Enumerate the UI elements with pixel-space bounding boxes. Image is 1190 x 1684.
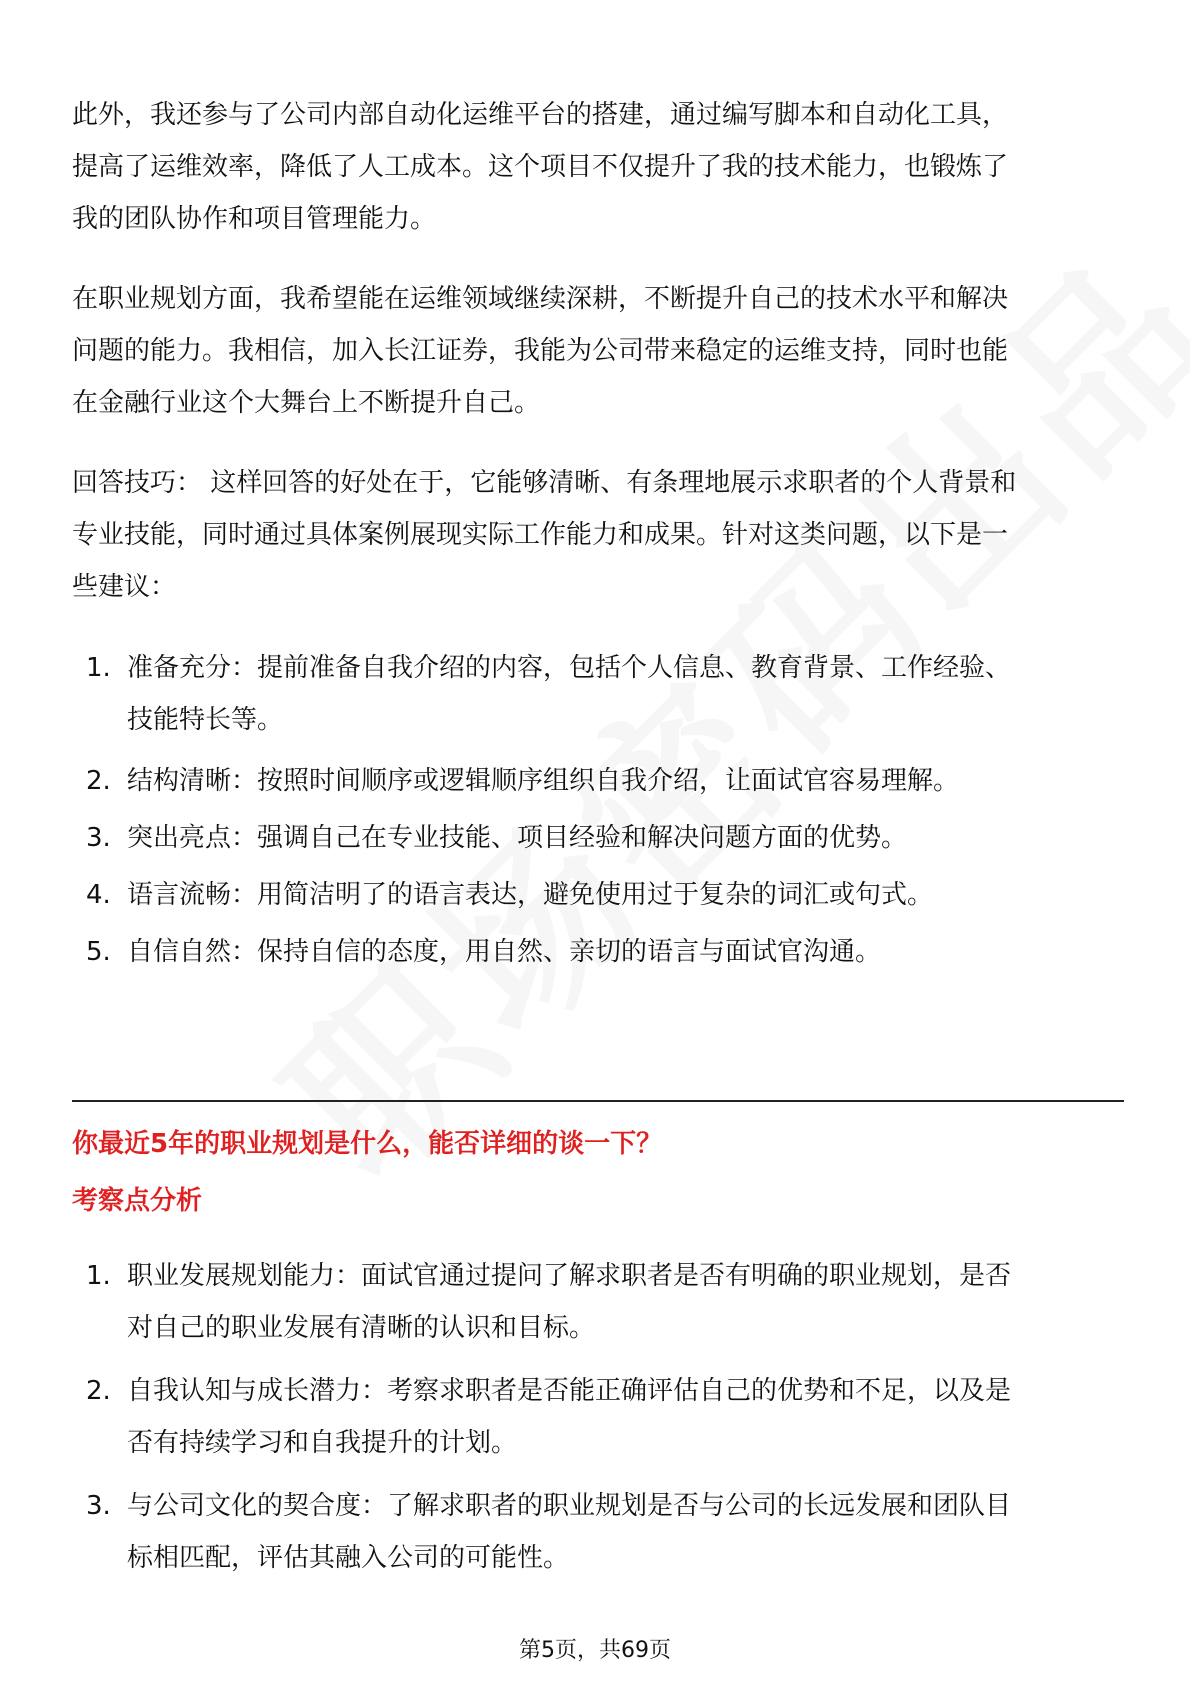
list-line: 技能特长等。: [127, 705, 284, 735]
paragraph-line: 在职业规划方面，我希望能在运维领域继续深耕，不断提升自己的技术水平和解决: [72, 284, 1009, 314]
paragraph-line: 专业技能，同时通过具体案例展现实际工作能力和成果。针对这类问题，以下是一: [72, 520, 1009, 550]
analysis-heading: 考察点分析: [72, 1186, 203, 1216]
section-divider: [72, 1100, 1124, 1102]
list-number: 4.: [86, 880, 111, 910]
paragraph-line: 在金融行业这个大舞台上不断提升自己。: [72, 388, 541, 418]
paragraph-career-plan: [72, 273, 1122, 429]
list-number: 2.: [86, 1376, 111, 1406]
paragraph-answer-tips: [72, 457, 1122, 613]
list-line: 标相匹配，评估其融入公司的可能性。: [127, 1543, 570, 1573]
paragraph-line: 问题的能力。我相信，加入长江证券，我能为公司带来稳定的运维支持，同时也能: [72, 336, 1009, 366]
list-line: 职业发展规划能力：面试官通过提问了解求职者是否有明确的职业规划，是否: [127, 1261, 1012, 1291]
list-line: 对自己的职业发展有清晰的认识和目标。: [127, 1313, 596, 1343]
page-footer: 第5页，共69页: [519, 1638, 671, 1663]
list-line: 与公司文化的契合度：了解求职者的职业规划是否与公司的长远发展和团队目: [127, 1491, 1012, 1521]
list-line: 语言流畅：用简洁明了的语言表达，避免使用过于复杂的词汇或句式。: [127, 880, 934, 910]
question-heading: 你最近5年的职业规划是什么，能否详细的谈一下？: [72, 1129, 663, 1159]
list-number: 5.: [86, 937, 111, 967]
list-number: 1.: [86, 1261, 111, 1291]
paragraph-line: 此外，我还参与了公司内部自动化运维平台的搭建，通过编写脚本和自动化工具，: [72, 100, 1009, 130]
paragraph-line: 些建议：: [72, 572, 177, 602]
list-line: 突出亮点：强调自己在专业技能、项目经验和解决问题方面的优势。: [127, 823, 908, 853]
list-number: 2.: [86, 766, 111, 796]
list-number: 3.: [86, 823, 111, 853]
list-line: 否有持续学习和自我提升的计划。: [127, 1428, 518, 1458]
paragraph-line: 我的团队协作和项目管理能力。: [72, 204, 437, 234]
list-line: 准备充分：提前准备自我介绍的内容，包括个人信息、教育背景、工作经验、: [127, 653, 1012, 683]
paragraph-automation: [72, 89, 1122, 245]
paragraph-line: 回答技巧： 这样回答的好处在于，它能够清晰、有条理地展示求职者的个人背景和: [72, 468, 1017, 498]
list-number: 3.: [86, 1491, 111, 1521]
list-line: 结构清晰：按照时间顺序或逻辑顺序组织自我介绍，让面试官容易理解。: [127, 766, 960, 796]
list-line: 自信自然：保持自信的态度，用自然、亲切的语言与面试官沟通。: [127, 937, 882, 967]
list-line: 自我认知与成长潜力：考察求职者是否能正确评估自己的优势和不足，以及是: [127, 1376, 1012, 1406]
list-number: 1.: [86, 653, 111, 683]
paragraph-line: 提高了运维效率，降低了人工成本。这个项目不仅提升了我的技术能力，也锻炼了: [72, 152, 1009, 182]
